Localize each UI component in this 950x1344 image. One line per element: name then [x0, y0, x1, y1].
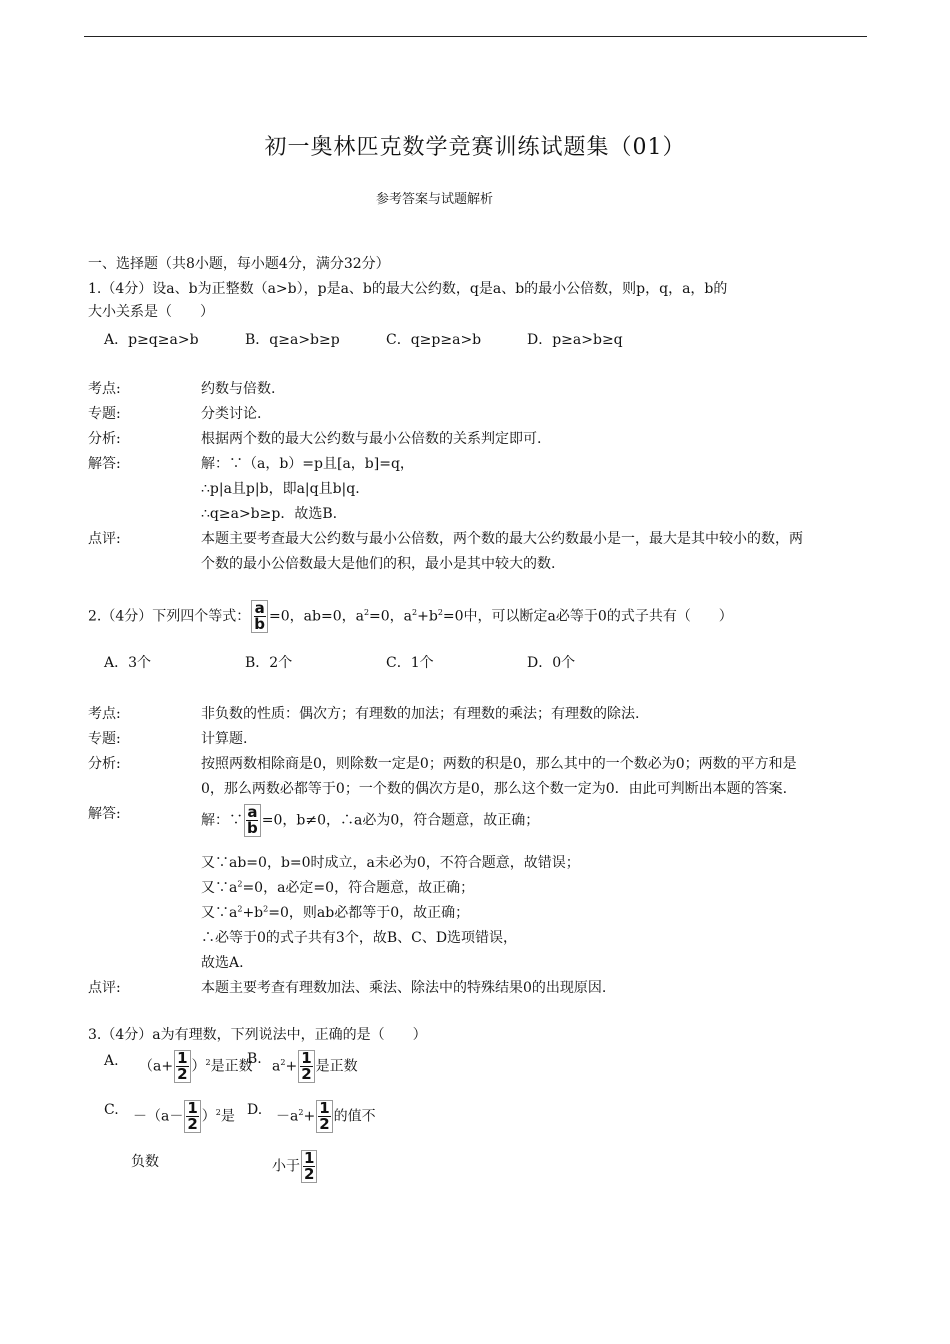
page-title: 初一奥林匹克数学竞赛训练试题集（01） — [264, 135, 686, 160]
q2-jieda-frac-den: b — [247, 819, 258, 837]
q3-opt-b-den: 2 — [301, 1065, 312, 1083]
q3-opt-b-sup: 2 — [280, 1057, 286, 1067]
q2-stem-mid1: =0，ab=0，a — [269, 608, 364, 625]
q2-jieda-3a: 又∵a — [201, 880, 238, 896]
q2-jieda-4-sup2: 2 — [263, 904, 269, 914]
q3-opt-b-fraction — [298, 1050, 314, 1083]
q3-option-b-label: B. — [247, 1051, 262, 1067]
q2-jieda-frac-num: a — [247, 803, 258, 821]
q2-jieda-4-sup1: 2 — [237, 904, 243, 914]
q2-jieda-3 — [201, 877, 474, 897]
q3-opt-c-den: 2 — [187, 1115, 198, 1133]
q2-jieda-label: 解答: — [88, 806, 121, 822]
q3-option-d-label: D. — [247, 1102, 263, 1118]
q3-stem: 3.（4分）a为有理数，下列说法中，正确的是（ ） — [88, 1027, 427, 1043]
q1-jieda-2: ∴p|a且p|b，即a|q且b|q. — [201, 481, 360, 497]
q2-jieda-1-suffix: =0，b≠0，∴a必为0，符合题意，故正确； — [261, 812, 540, 829]
q2-fenxi-label: 分析: — [88, 756, 121, 772]
q2-sup-2: 2 — [412, 607, 418, 617]
q2-zhuanti-label: 专题: — [88, 731, 121, 747]
q2-stem-mid2: =0，a — [369, 608, 413, 625]
header-rule — [84, 36, 867, 37]
q3-opt-c-tail: 是 — [220, 1108, 235, 1125]
q2-option-c: C．1个 — [386, 655, 434, 671]
q2-jieda-3b: =0，a必定=0，符合题意，故正确； — [242, 880, 475, 896]
q2-jieda-6: 故选A. — [201, 955, 244, 971]
q2-jieda-4 — [201, 902, 469, 922]
q1-jieda-1: 解：∵（a，b）=p且[a，b]=q， — [201, 456, 414, 472]
q2-jieda-4b: +b — [242, 905, 264, 921]
q1-dianping-label: 点评: — [88, 531, 121, 547]
q3-opt-d-sup: 2 — [298, 1107, 304, 1117]
q2-jieda-1-prefix: 解：∵ — [201, 812, 243, 829]
q2-stem-mid3: +b — [417, 608, 438, 625]
q3-opt-d-num: 1 — [319, 1099, 330, 1117]
q2-jieda-2: 又∵ab=0，b=0时成立，a未必为0，不符合题意，故错误； — [201, 855, 580, 871]
q1-jieda-3: ∴q≥a>b≥p．故选B. — [201, 506, 338, 522]
q3-opt-a-num: 1 — [177, 1049, 188, 1067]
q2-jieda-4a: 又∵a — [201, 905, 238, 921]
q2-fraction-a-over-b — [251, 600, 268, 633]
q3-opt-d2-num: 1 — [304, 1149, 315, 1167]
q2-dianping: 本题主要考查有理数加法、乘法、除法中的特殊结果0的出现原因. — [201, 980, 607, 996]
q2-kaodian-label: 考点: — [88, 706, 121, 722]
q3-option-b — [272, 1050, 358, 1083]
q3-option-d — [276, 1100, 376, 1133]
q2-jieda-5: ∴必等于0的式子共有3个，故B、C、D选项错误， — [201, 930, 518, 946]
q2-zhuanti: 计算题. — [201, 731, 248, 747]
q2-dianping-label: 点评: — [88, 980, 121, 996]
q3-opt-a-post: ） — [191, 1058, 206, 1075]
q1-kaodian-label: 考点: — [88, 381, 121, 397]
q2-jieda-fraction — [244, 804, 261, 837]
q2-sup-1: 2 — [363, 607, 370, 617]
q1-dianping-2: 个数的最小公倍数最大是他们的积，最小是其中较大的数. — [201, 556, 556, 572]
q1-kaodian: 约数与倍数. — [201, 381, 276, 397]
q1-option-a: A．p≥q≥a>b — [104, 332, 199, 348]
q3-opt-c-fraction — [184, 1100, 200, 1133]
q3-opt-c-sup: 2 — [215, 1107, 221, 1117]
q3-option-a-label: A. — [104, 1053, 119, 1069]
q3-opt-d-fraction — [316, 1100, 332, 1133]
q3-opt-d-pre: －a — [276, 1108, 299, 1125]
q3-opt-a-den: 2 — [177, 1065, 188, 1083]
q2-frac-num: a — [254, 599, 265, 617]
q1-fenxi: 根据两个数的最大公约数与最小公倍数的关系判定即可. — [201, 431, 542, 447]
q3-option-c-label: C. — [104, 1102, 119, 1118]
q3-opt-d-line2-fraction — [301, 1150, 317, 1183]
q3-opt-a-tail: 是正数 — [210, 1058, 253, 1075]
q3-opt-b-tail: 是正数 — [315, 1058, 358, 1075]
q1-option-b: B．q≥a>b≥p — [245, 332, 340, 348]
q3-opt-d2-den: 2 — [304, 1165, 315, 1183]
q3-option-c-line2: 负数 — [131, 1154, 159, 1170]
q2-option-d: D．0个 — [527, 655, 576, 671]
q1-zhuanti-label: 专题: — [88, 406, 121, 422]
q1-stem-line1: 1.（4分）设a、b为正整数（a>b），p是a、b的最大公约数，q是a、b的最小公倍数，则p，q，a，b的 — [88, 281, 728, 297]
q3-opt-b-plus: + — [285, 1058, 298, 1075]
q1-dianping-1: 本题主要考查最大公约数与最小公倍数，两个数的最大公约数最小是一，最大是其中较小的数，两 — [201, 531, 803, 547]
page-subtitle: 参考答案与试题解析 — [376, 192, 494, 207]
q2-stem-prefix: 2.（4分）下列四个等式： — [88, 608, 251, 625]
q3-opt-c-pre: －（a－ — [133, 1108, 184, 1125]
q3-opt-d-tail: 的值不 — [333, 1108, 376, 1125]
q1-jieda-label: 解答: — [88, 456, 121, 472]
q2-sup-3: 2 — [437, 607, 443, 617]
q3-option-d-line2 — [272, 1150, 318, 1183]
q3-opt-a-pre: （a+ — [139, 1058, 174, 1075]
q3-opt-c-num: 1 — [187, 1099, 198, 1117]
q3-opt-c-post: ） — [201, 1108, 216, 1125]
q2-stem-suffix: =0中，可以断定a必等于0的式子共有（ ） — [442, 608, 733, 625]
q1-option-c: C．q≥p≥a>b — [386, 332, 482, 348]
q1-stem-line2: 大小关系是（ ） — [88, 304, 214, 320]
q3-opt-d-plus: + — [303, 1108, 316, 1125]
q2-option-a: A．3个 — [104, 655, 152, 671]
q2-jieda-4c: =0，则ab必都等于0，故正确； — [268, 905, 470, 921]
q3-opt-a-fraction — [174, 1050, 190, 1083]
q2-jieda-1 — [201, 804, 539, 837]
section-heading: 一、选择题（共8小题，每小题4分，满分32分） — [88, 256, 390, 272]
q3-opt-b-num: 1 — [301, 1049, 312, 1067]
q3-opt-d-den: 2 — [319, 1115, 330, 1133]
q2-jieda-3-sup: 2 — [237, 879, 243, 889]
q3-opt-b-pre: a — [272, 1058, 281, 1075]
q2-kaodian: 非负数的性质：偶次方；有理数的加法；有理数的乘法；有理数的除法. — [201, 706, 640, 722]
q3-opt-d-line2-text: 小于 — [272, 1158, 300, 1175]
q2-frac-den: b — [254, 615, 266, 633]
q1-zhuanti: 分类讨论. — [201, 406, 262, 422]
q1-fenxi-label: 分析: — [88, 431, 121, 447]
q3-option-a — [139, 1050, 253, 1083]
q2-option-b: B．2个 — [245, 655, 293, 671]
q2-stem — [88, 600, 733, 633]
q2-fenxi-1: 按照两数相除商是0，则除数一定是0；两数的积是0，那么其中的一个数必为0；两数的平方和是 — [201, 756, 797, 772]
q1-option-d: D．p≥a>b≥q — [527, 332, 623, 348]
q3-opt-a-sup: 2 — [205, 1057, 211, 1067]
q3-option-c — [133, 1100, 235, 1133]
q2-fenxi-2: 0，那么两数必都等于0；一个数的偶次方是0，那么这个数一定为0．由此可判断出本题的答案. — [201, 781, 788, 797]
